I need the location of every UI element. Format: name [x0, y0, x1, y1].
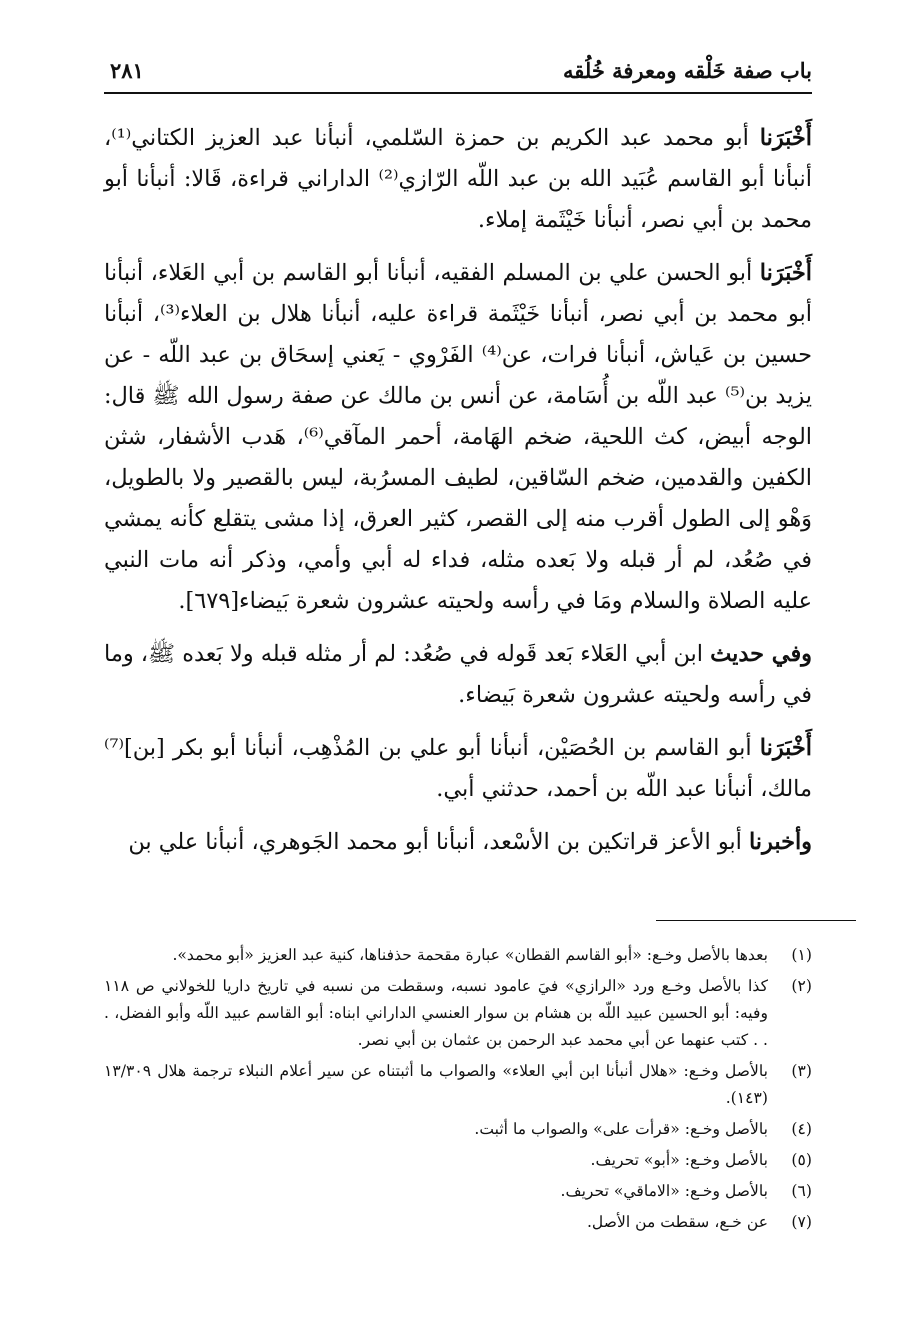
paragraph-lead: أَخْبَرَنا — [759, 735, 812, 761]
footnote-number: (٣) — [791, 1062, 812, 1080]
paragraph-lead: أَخْبَرَنا — [759, 125, 812, 151]
footnotes — [104, 942, 812, 1240]
paragraph-text: أبو الحسن علي بن المسلم الفقيه، أنبأنا أبو القاسم بن أبي العَلاء، أنبأنا أبو محمد بن أبي نصر، أنبأنا خَيْثَمة قراءة عليه، أنبأنا هلال بن العلاء⁽³⁾، أنبأنا حسين بن عَياش، أنبأنا فرات، عن⁽⁴⁾ الفَرْوي - يَعني إسحَاق بن عبد اللّه - عن يزيد بن⁽⁵⁾ عبد اللّه بن أُسَامة، عن أنس بن مالك عن صفة رسول الله ﷺ قال: الوجه أبيض، كث اللحية، ضخم الهَامة، أحمر المآقي⁽⁶⁾، هَدب الأشفار، شثن الكفين والقدمين، ضخم السّاقين، لطيف المسرُبة، ليس بالقصير ولا بالطويل، وَهْو إلى الطول أقرب منه إلى القصر، كثير العرق، إذا مشى يتقلع كأنه يمشي في صُعُد، لم أر قبله ولا بَعده مثله، فداء له أبي وأمي، وذكر أنه مات النبي عليه الصلاة والسلام ومَا في رأسه ولحيته عشرون شعرة بَيضاء[٦٧٩]. — [104, 260, 813, 614]
footnote-divider — [656, 920, 856, 921]
paragraph-lead: وأخبرنا — [748, 829, 812, 855]
paragraph-text: أبو محمد عبد الكريم بن حمزة السّلمي، أنبأنا عبد العزيز الكتاني⁽¹⁾، أنبأنا أبو القاسم عُبَيد الله بن عبد اللّه الرّازي⁽²⁾ الداراني قراءة، قَالا: أنبأنا أبو محمد بن أبي نصر، أنبأنا خَيْثَمة إملاء. — [104, 125, 812, 233]
footnote-number: (٦) — [791, 1182, 812, 1200]
paragraph-1 — [104, 118, 812, 241]
footnote-text: عن خـع، سقطت من الأصل. — [586, 1213, 768, 1231]
footnote-number: (٤) — [791, 1120, 812, 1138]
footnote-6 — [104, 1178, 812, 1205]
footnote-text: بالأصل وخـع: «أبو» تحريف. — [590, 1151, 768, 1169]
paragraph-text: أبو القاسم بن الحُصَيْن، أنبأنا أبو علي بن المُذْهِب، أنبأنا أبو بكر [بن]⁽⁷⁾ مالك، أنبأنا عبد اللّه بن أحمد، حدثني أبي. — [104, 735, 812, 802]
footnote-number: (٧) — [791, 1213, 812, 1231]
footnote-2 — [104, 973, 812, 1054]
paragraph-4 — [104, 728, 812, 810]
footnote-text: بعدها بالأصل وخـع: «أبو القاسم القطان» عبارة مقحمة حذفناها، كنية عبد العزيز «أبو محمد». — [172, 946, 768, 964]
footnote-1 — [104, 942, 812, 969]
page-header — [104, 52, 812, 94]
paragraph-text: ابن أبي العَلاء بَعد قَوله في صُعُد: لم أر مثله قبله ولا بَعده ﷺ، وما في رأسه ولحيته عشرون شعرة بَيضاء. — [104, 641, 812, 708]
paragraph-3 — [104, 634, 812, 716]
paragraph-lead: أَخْبَرَنا — [759, 260, 812, 286]
footnote-text: بالأصل وخـع: «الاماقي» تحريف. — [560, 1182, 768, 1200]
page-number: ٢٨١ — [110, 58, 144, 83]
footnote-text: كذا بالأصل وخـع ورد «الرازي» فيَ عامود نسبه، وسقطت من نسبه في تاريخ داريا للخولاني ص ١١٨ وفيه: أبو الحسين عبيد اللّه بن هشام بن سوار العنسي الداراني ابناه: أبو القاسم عبيد اللّه وأبو الفضل، . . . كتب عنهما عن أبي محمد عبد الرحمن بن عثمان بن أبي نصر. — [104, 977, 768, 1049]
running-title: باب صفة خَلْقه ومعرفة خُلُقه — [562, 58, 812, 83]
footnote-number: (٢) — [791, 977, 812, 995]
footnote-number: (٥) — [791, 1151, 812, 1169]
paragraph-lead: وفي حديث — [710, 641, 812, 667]
footnote-7 — [104, 1209, 812, 1236]
paragraph-text: أبو الأعز قراتكين بن الأسْعد، أنبأنا أبو محمد الجَوهري، أنبأنا علي بن — [128, 829, 749, 855]
footnote-4 — [104, 1116, 812, 1143]
footnote-5 — [104, 1147, 812, 1174]
footnote-number: (١) — [791, 946, 812, 964]
main-text — [104, 118, 812, 875]
footnote-3 — [104, 1058, 812, 1112]
paragraph-2 — [104, 253, 812, 622]
paragraph-5 — [104, 822, 812, 863]
footnote-text: بالأصل وخـع: «هلال أنبأنا ابن أبي العلاء» والصواب ما أثبتناه عن سير أعلام النبلاء ترجمة هلال ١٣/٣٠٩ (١٤٣). — [104, 1062, 768, 1107]
footnote-text: بالأصل وخـع: «قرأت على» والصواب ما أثبت. — [474, 1120, 768, 1138]
